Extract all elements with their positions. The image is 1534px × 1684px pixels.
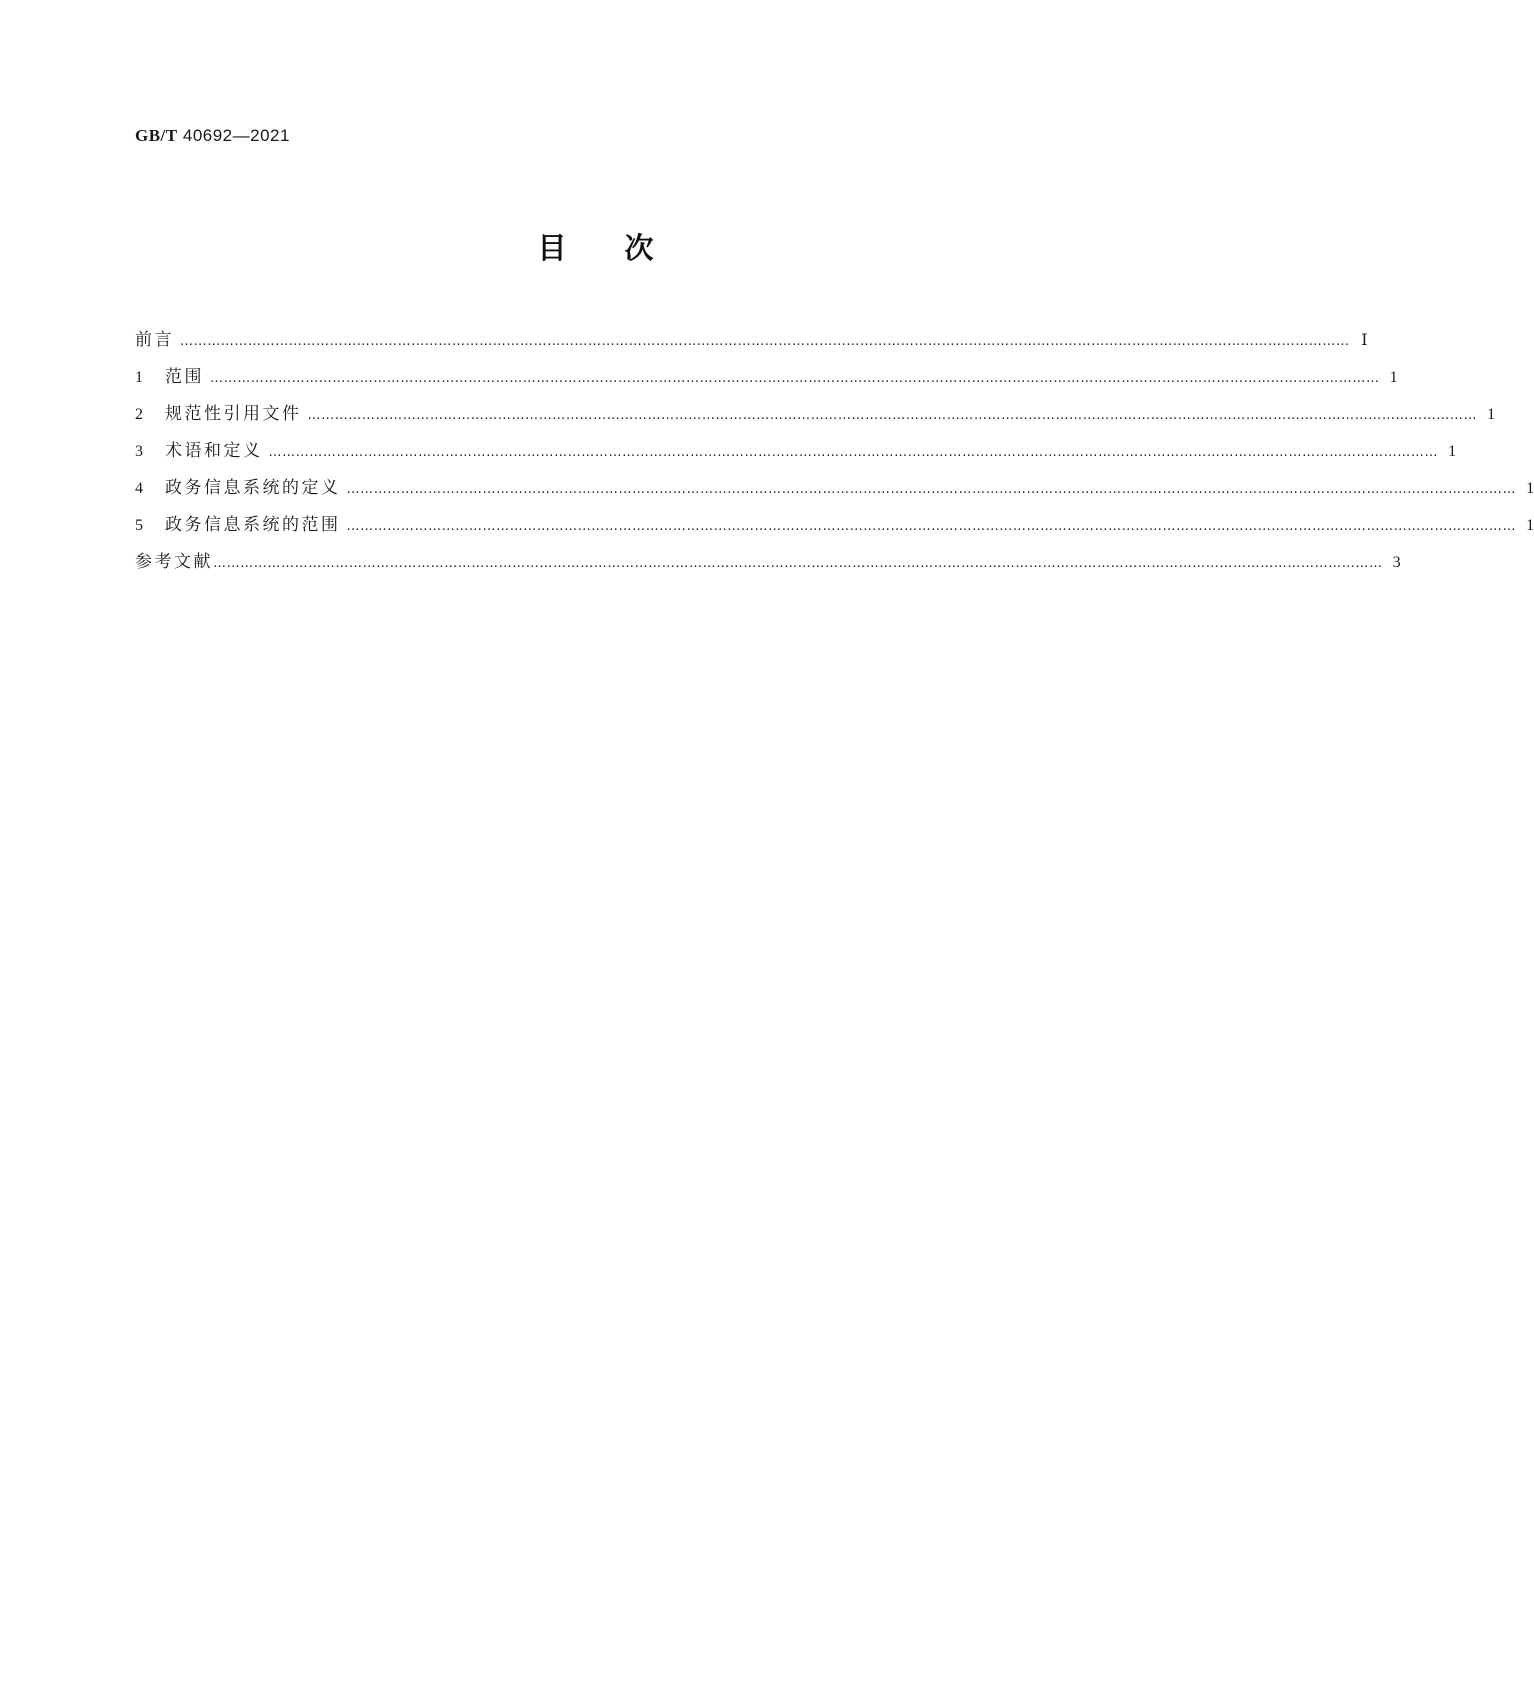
toc-entry-normative-references[interactable] <box>135 399 1496 436</box>
toc-entry-page: 1 <box>1448 443 1457 460</box>
toc-leader-dots: …………………………………………………………………………………………………………………………………………………………………………………………………………………………………… <box>307 408 1478 423</box>
toc-entry-label: 政务信息系统的范围 <box>165 515 341 535</box>
toc-entry-number: 2 <box>135 406 143 423</box>
toc-entry-page: Ⅰ <box>1361 332 1368 349</box>
toc-entry-label: 术语和定义 <box>165 441 263 461</box>
toc-entry-bibliography[interactable] <box>135 547 1401 584</box>
standard-prefix: GB/T <box>135 126 178 145</box>
table-of-contents <box>135 325 1534 584</box>
toc-entry-number: 5 <box>135 517 143 534</box>
toc-entry-number: 3 <box>135 443 143 460</box>
toc-leader-dots: …………………………………………………………………………………………………………………………………………………………………………………………………………………………………… <box>346 482 1517 497</box>
toc-entry-page: 1 <box>1526 480 1534 497</box>
toc-leader-dots: …………………………………………………………………………………………………………………………………………………………………………………………………………………………………… <box>346 519 1517 534</box>
standard-number: 40692—2021 <box>182 126 290 145</box>
toc-entry-label: 参考文献 <box>135 552 213 572</box>
toc-entry-label: 范围 <box>165 367 204 387</box>
toc-entry-scope[interactable] <box>135 362 1398 399</box>
toc-entry-number: 4 <box>135 480 143 497</box>
toc-leader-dots: …………………………………………………………………………………………………………………………………………………………………………………………………………………………………… <box>210 371 1380 386</box>
toc-entry-number: 1 <box>135 369 143 386</box>
toc-leader-dots: …………………………………………………………………………………………………………………………………………………………………………………………………………………………………… <box>213 556 1383 571</box>
toc-entry-page: 1 <box>1389 369 1398 386</box>
toc-entry-label: 规范性引用文件 <box>165 404 302 424</box>
toc-entry-label: 政务信息系统的定义 <box>165 478 341 498</box>
toc-entry-terms-and-definitions[interactable] <box>135 436 1457 473</box>
standard-code <box>135 126 290 146</box>
toc-entry-page: 3 <box>1392 554 1401 571</box>
toc-entry-page: 1 <box>1526 517 1534 534</box>
toc-entry-system-definition[interactable] <box>135 473 1534 510</box>
toc-entry-foreword[interactable] <box>135 325 1368 362</box>
toc-entry-page: 1 <box>1487 406 1496 423</box>
toc-entry-label: 前言 <box>135 330 174 350</box>
toc-entry-system-scope[interactable] <box>135 510 1534 547</box>
toc-leader-dots: …………………………………………………………………………………………………………………………………………………………………………………………………………………………………… <box>180 334 1350 349</box>
toc-title: 目次 <box>537 231 712 265</box>
toc-leader-dots: …………………………………………………………………………………………………………………………………………………………………………………………………………………………………… <box>268 445 1439 460</box>
